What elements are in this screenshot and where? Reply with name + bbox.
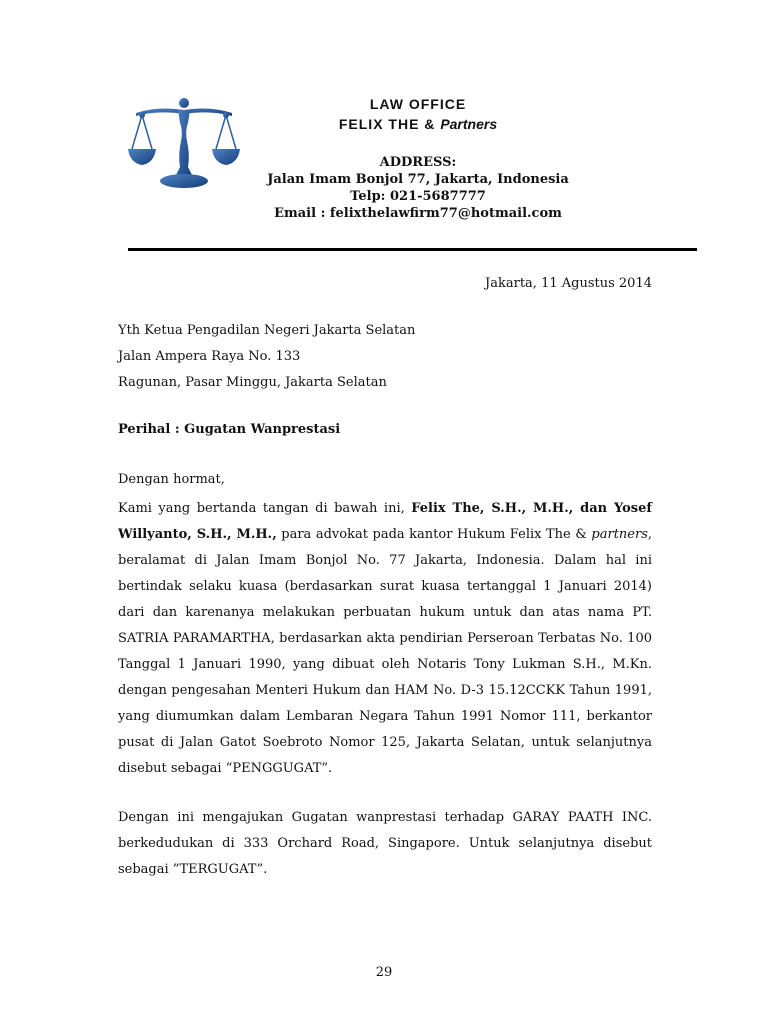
recipient-line-1: Yth Ketua Pengadilan Negeri Jakarta Selatan: [118, 323, 416, 338]
p1-text-1: Kami yang bertanda tangan di bawah ini,: [118, 501, 412, 516]
firm-name: [230, 114, 606, 134]
page-number: 29: [375, 965, 393, 980]
office-label: LAW OFFICE: [369, 96, 467, 112]
p1-advocates: Felix The, S.H., M.H., dan Yosef Willyanto, S.H., M.H.,: [118, 501, 652, 542]
letter-date: Jakarta, 11 Agustus 2014: [485, 276, 652, 291]
letterhead-address: [230, 154, 606, 222]
scales-of-justice-icon: [128, 97, 240, 193]
p1-text-2: para advokat pada kantor Hukum Felix The &: [276, 527, 592, 542]
phone-line: Telp: 021-5687777: [350, 189, 486, 204]
header-divider: [128, 248, 697, 251]
firm-name-main: FELIX THE &: [338, 116, 436, 132]
address-line: Jalan Imam Bonjol 77, Jakarta, Indonesia: [267, 172, 569, 187]
body-paragraph-2: Dengan ini mengajukan Gugatan wanprestasi terhadap GARAY PAATH INC. berkedudukan di 333 Orchard Road, Singapore. Untuk selanjutnya disebut sebagai ”TERGUGAT”.: [118, 810, 652, 877]
recipient-line-2: Jalan Ampera Raya No. 133: [118, 349, 301, 364]
p1-partners: partners: [591, 527, 648, 542]
recipient-block: [118, 318, 652, 396]
address-label: ADDRESS:: [379, 155, 457, 170]
letterhead-title: [230, 94, 606, 134]
subject-line: Perihal : Gugatan Wanprestasi: [118, 422, 341, 437]
firm-name-partners: Partners: [440, 116, 498, 132]
recipient-line-3: Ragunan, Pasar Minggu, Jakarta Selatan: [118, 375, 387, 390]
body-paragraph-1: [118, 496, 652, 782]
greeting: Dengan hormat,: [118, 472, 225, 487]
p1-text-3: , beralamat di Jalan Imam Bonjol No. 77 Jakarta, Indonesia. Dalam hal ini bertindak selaku kuasa (berdasarkan surat kuasa tertanggal 1 Januari 2014) dari dan karenanya melakukan perbuatan hukum untuk dan atas nama PT. SATRIA PARAMARTHA, berdasarkan akta pendirian Perseroan Terbatas No. 100 Tanggal 1 Januari 1990, yang dibuat oleh Notaris Tony Lukman S.H., M.Kn. dengan pengesahan Menteri Hukum dan HAM No. D-3 15.12CCKK Tahun 1991, yang diumumkan dalam Lembaran Negara Tahun 1991 Nomor 111, berkantor pusat di Jalan Gatot Soebroto Nomor 125, Jakarta Selatan, untuk selanjutnya disebut sebagai “PENGGUGAT”.: [118, 527, 653, 776]
email-line: Email : felixthelawfirm77@hotmail.com: [274, 206, 562, 221]
